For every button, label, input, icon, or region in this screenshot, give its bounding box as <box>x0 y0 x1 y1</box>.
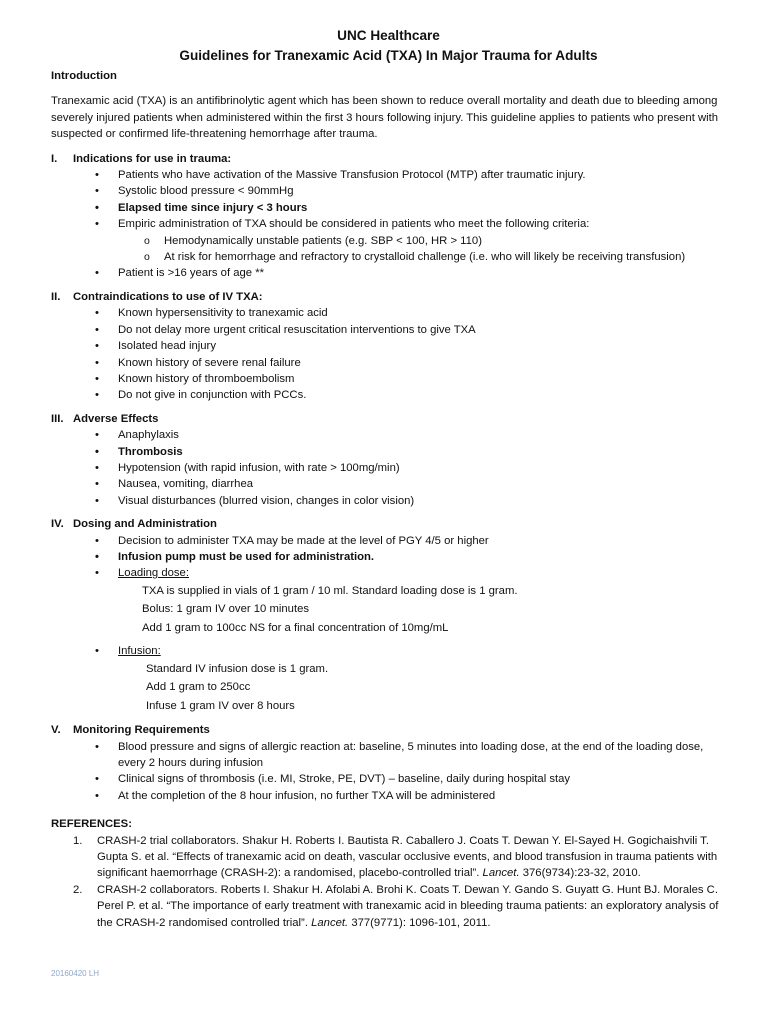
list-item <box>95 643 726 715</box>
footer-date-stamp: 20160420 LH <box>51 969 100 978</box>
list-item: • Visual disturbances (blurred vision, changes in color vision) <box>95 493 726 509</box>
section-number: I. <box>51 152 58 165</box>
list-item: • Nausea, vomiting, diarrhea <box>95 476 726 492</box>
section-title: Contraindications to use of IV TXA: <box>73 290 263 303</box>
section-title: Indications for use in trauma: <box>73 152 232 165</box>
reference-number: 2. <box>73 883 83 896</box>
list-item: • Patient is >16 years of age ** <box>95 265 726 281</box>
list-item: • Clinical signs of thrombosis (i.e. MI, Stroke, PE, DVT) – baseline, daily during hospital stay <box>95 771 726 787</box>
loading-dose-line: Bolus: 1 gram IV over 10 minutes <box>142 603 310 616</box>
reference-item <box>51 882 726 931</box>
intro-paragraph: Tranexamic acid (TXA) is an antifibrinolytic agent which has been shown to reduce overall mortality and death due to bleeding among severely injured patients when administered within the first 3 hours following injury. This guideline applies to patients who present with suspected or confirmed life-threatening hemorrhage after trauma. <box>51 95 719 141</box>
contraindications-list <box>51 305 726 403</box>
loading-dose-line: Add 1 gram to 100cc NS for a final concentration of 10mg/mL <box>142 621 449 634</box>
infusion-line: Add 1 gram to 250cc <box>146 681 251 694</box>
sublist-item: o Hemodynamically unstable patients (e.g. SBP < 100, HR > 110) <box>144 233 726 249</box>
list-item: • Known history of thromboembolism <box>95 371 726 387</box>
section-number: V. <box>51 724 61 737</box>
list-item: • Infusion pump must be used for administration. <box>95 549 726 565</box>
loading-dose-line: TXA is supplied in vials of 1 gram / 10 ml. Standard loading dose is 1 gram. <box>142 584 518 597</box>
list-item: • Anaphylaxis <box>95 427 726 443</box>
list-item: • Thrombosis <box>95 444 726 460</box>
section-heading-contraindications <box>51 289 726 305</box>
reference-number: 1. <box>73 834 83 847</box>
infusion-line: Standard IV infusion dose is 1 gram. <box>146 662 329 675</box>
section-title: Dosing and Administration <box>73 518 217 531</box>
monitoring-list <box>51 739 726 805</box>
list-item: • Patients who have activation of the Massive Transfusion Protocol (MTP) after traumatic injury. <box>95 167 726 183</box>
document-title: Guidelines for Tranexamic Acid (TXA) In Major Trauma for Adults <box>179 48 598 63</box>
section-heading-dosing <box>51 516 726 532</box>
section-title: Adverse Effects <box>73 412 159 425</box>
list-item: • Blood pressure and signs of allergic reaction at: baseline, 5 minutes into loading dose, at the end of the loading dose, every 2 hours during infusion <box>95 739 726 772</box>
indications-list <box>51 167 726 282</box>
org-name: UNC Healthcare <box>337 28 440 43</box>
document-page <box>51 26 726 931</box>
reference-citation: 376(9734):23-32, 2010. <box>522 867 641 880</box>
list-item: • At the completion of the 8 hour infusion, no further TXA will be administered <box>95 788 726 804</box>
list-item: • Elapsed time since injury < 3 hours <box>95 200 726 216</box>
section-number: III. <box>51 412 64 425</box>
list-item: • Known hypersensitivity to tranexamic acid <box>95 305 726 321</box>
reference-text: CRASH-2 collaborators. Roberts I. Shakur H. Afolabi A. Brohi K. Coats T. Dewan Y. Gando S. Guyatt G. Hunt BJ. Morales C. Perel P. et al. “The importance of early treatment with tranexamic acid in bleeding trauma patients: an exploratory analysis of the CRASH-2 randomised controlled trial”. <box>97 883 719 929</box>
list-item: • Do not delay more urgent critical resuscitation interventions to give TXA <box>95 322 726 338</box>
list-item: • Isolated head injury <box>95 338 726 354</box>
reference-journal: Lancet. <box>482 867 520 880</box>
infusion-line: Infuse 1 gram IV over 8 hours <box>146 699 295 712</box>
reference-citation: 377(9771): 1096-101, 2011. <box>351 916 491 929</box>
reference-item <box>51 833 726 882</box>
references-heading: REFERENCES: <box>51 818 132 831</box>
reference-text: CRASH-2 trial collaborators. Shakur H. Roberts I. Bautista R. Caballero J. Coats T. Dewan Y. El-Sayed H. Gogichaishvili T. Gupta S. et al. “Effects of tranexamic acid on death, vascular occlusive events, and blood transfusion in trauma patients with significant haemorrhage (CRASH-2): a randomised, placebo-controlled trial”. <box>97 834 718 880</box>
section-heading-monitoring <box>51 722 726 738</box>
sublist-item: o At risk for hemorrhage and refractory to crystalloid challenge (i.e. who will likely be receiving transfusion) <box>144 249 726 265</box>
list-item-text: Empiric administration of TXA should be considered in patients who meet the following criteria: <box>118 218 590 231</box>
list-item: • Known history of severe renal failure <box>95 355 726 371</box>
dosing-list <box>51 533 726 716</box>
section-title: Monitoring Requirements <box>73 724 210 737</box>
list-item: • Decision to administer TXA may be made at the level of PGY 4/5 or higher <box>95 533 726 549</box>
section-number: IV. <box>51 518 64 531</box>
list-item <box>95 565 726 643</box>
loading-dose-label: Loading dose: <box>118 567 189 580</box>
list-item: • Do not give in conjunction with PCCs. <box>95 387 726 403</box>
section-number: II. <box>51 290 61 303</box>
adverse-effects-list <box>51 427 726 509</box>
infusion-label: Infusion: <box>118 645 161 658</box>
list-item: • Hypotension (with rapid infusion, with rate > 100mg/min) <box>95 460 726 476</box>
section-heading-adverse-effects <box>51 411 726 427</box>
list-item <box>95 216 726 265</box>
section-heading-indications <box>51 151 726 167</box>
references-list <box>51 833 726 931</box>
intro-heading: Introduction <box>51 70 117 82</box>
list-item: • Systolic blood pressure < 90mmHg <box>95 183 726 199</box>
criteria-sublist <box>118 233 726 266</box>
reference-journal: Lancet. <box>311 916 349 929</box>
